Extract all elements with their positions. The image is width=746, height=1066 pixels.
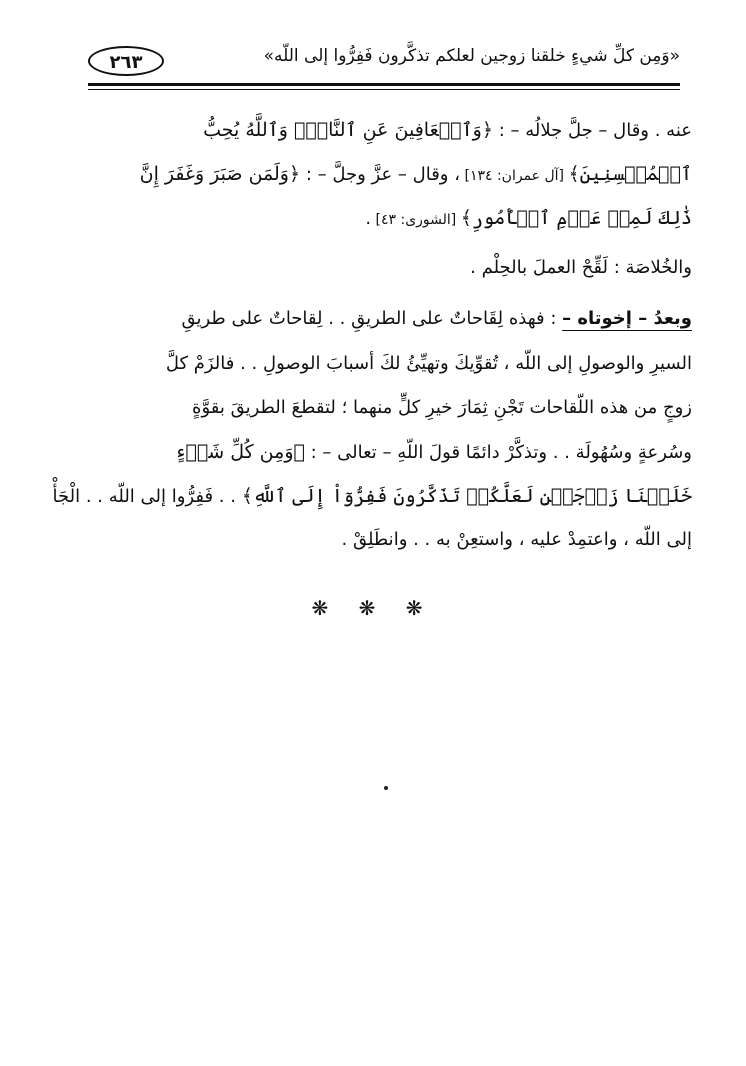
text-run: وسُرعةٍ وسُهُولَة . . وتذكَّرْ دائمًا قولَ اللّهِ – تعالى – :	[304, 442, 692, 463]
page-number-badge: ٢٦٣	[88, 46, 164, 76]
running-title: «وَمِن كلِّ شيءٍ خلقنا زوجين لعلكم تذكَّرون فَفِرُّوا إلى اللّه»	[263, 46, 680, 66]
verse-reference: [الشورى: ٤٣]	[371, 212, 461, 228]
text-line: إلى اللّه ، واعتمِدْ عليه ، واستعِنْ به . . وانطَلِقْ .	[341, 529, 692, 550]
quran-verse: ﴿وَمِن كُلِّ شَيۡءٍ	[176, 441, 305, 463]
text-line	[56, 108, 692, 152]
text-run: . . فَفِرُّوا إلى اللّه . . الْجَأْ	[52, 486, 242, 507]
quran-verse: خَلَقۡنَا زَوۡجَيۡنِ لَعَلَّكُمۡ تَذَكَّرُونَ فَفِرُّوٓاْ إِلَى ٱللَّهِ﴾	[241, 485, 692, 507]
text-run: ، وقال – عزَّ وجلَّ – :	[300, 164, 461, 185]
quran-verse: ﴿وَٱلۡعَافِينَ عَنِ ٱلنَّاسِۗ وَٱللَّهُ يُحِبُّ	[203, 119, 493, 141]
text-run: : فهذه لِقَاحاتٌ على الطريقِ . . لِقاحاتٌ على طريقِ	[181, 308, 563, 329]
spacer	[56, 240, 692, 248]
quran-verse: ذَٰلِكَ لَمِنۡ عَزۡمِ ٱلۡأُمُورِ﴾	[460, 207, 692, 229]
stray-dot	[384, 786, 388, 790]
quran-verse: ﴿وَلَمَن صَبَرَ وَغَفَرَ إِنَّ	[139, 163, 301, 185]
text-line: زوجٍ من هذه اللّقاحات تَجْنِ ثِمَارَ خيرِ كلٍّ منهما ؛ لتقطعَ الطريقَ بقوَّةٍ	[192, 397, 692, 418]
spacer	[56, 288, 692, 296]
text-line	[56, 430, 692, 474]
section-lead: وبعدُ – إخوتاه –	[562, 308, 692, 329]
summary-line: والخُلاصَة : لَقِّحْ العملَ بالحِلْم .	[470, 257, 692, 278]
text-line: السيرِ والوصولِ إلى اللّه ، تُقوِّيكَ وتهيِّئُ لكَ أسبابَ الوصولِ . . فالزَمْ كلَّ	[165, 353, 692, 374]
page-header	[88, 36, 680, 86]
text-line	[56, 196, 692, 240]
text-line	[56, 152, 692, 196]
header-rule	[88, 83, 680, 86]
text-run: .	[365, 208, 372, 229]
quran-verse: ٱلۡمُحۡسِنِينَ﴾	[568, 163, 692, 185]
paragraph-closing	[52, 296, 692, 562]
paragraph-quotes	[56, 108, 692, 240]
page-body	[52, 108, 692, 562]
text-run: عنه . وقال – جلَّ جلالُه – :	[492, 120, 692, 141]
text-line	[52, 474, 692, 518]
text-line	[56, 296, 692, 342]
verse-reference: [آل عمران: ١٣٤]	[460, 168, 569, 184]
header-rule-thin	[88, 89, 680, 90]
section-separator: ❋ ❋ ❋	[311, 596, 435, 620]
